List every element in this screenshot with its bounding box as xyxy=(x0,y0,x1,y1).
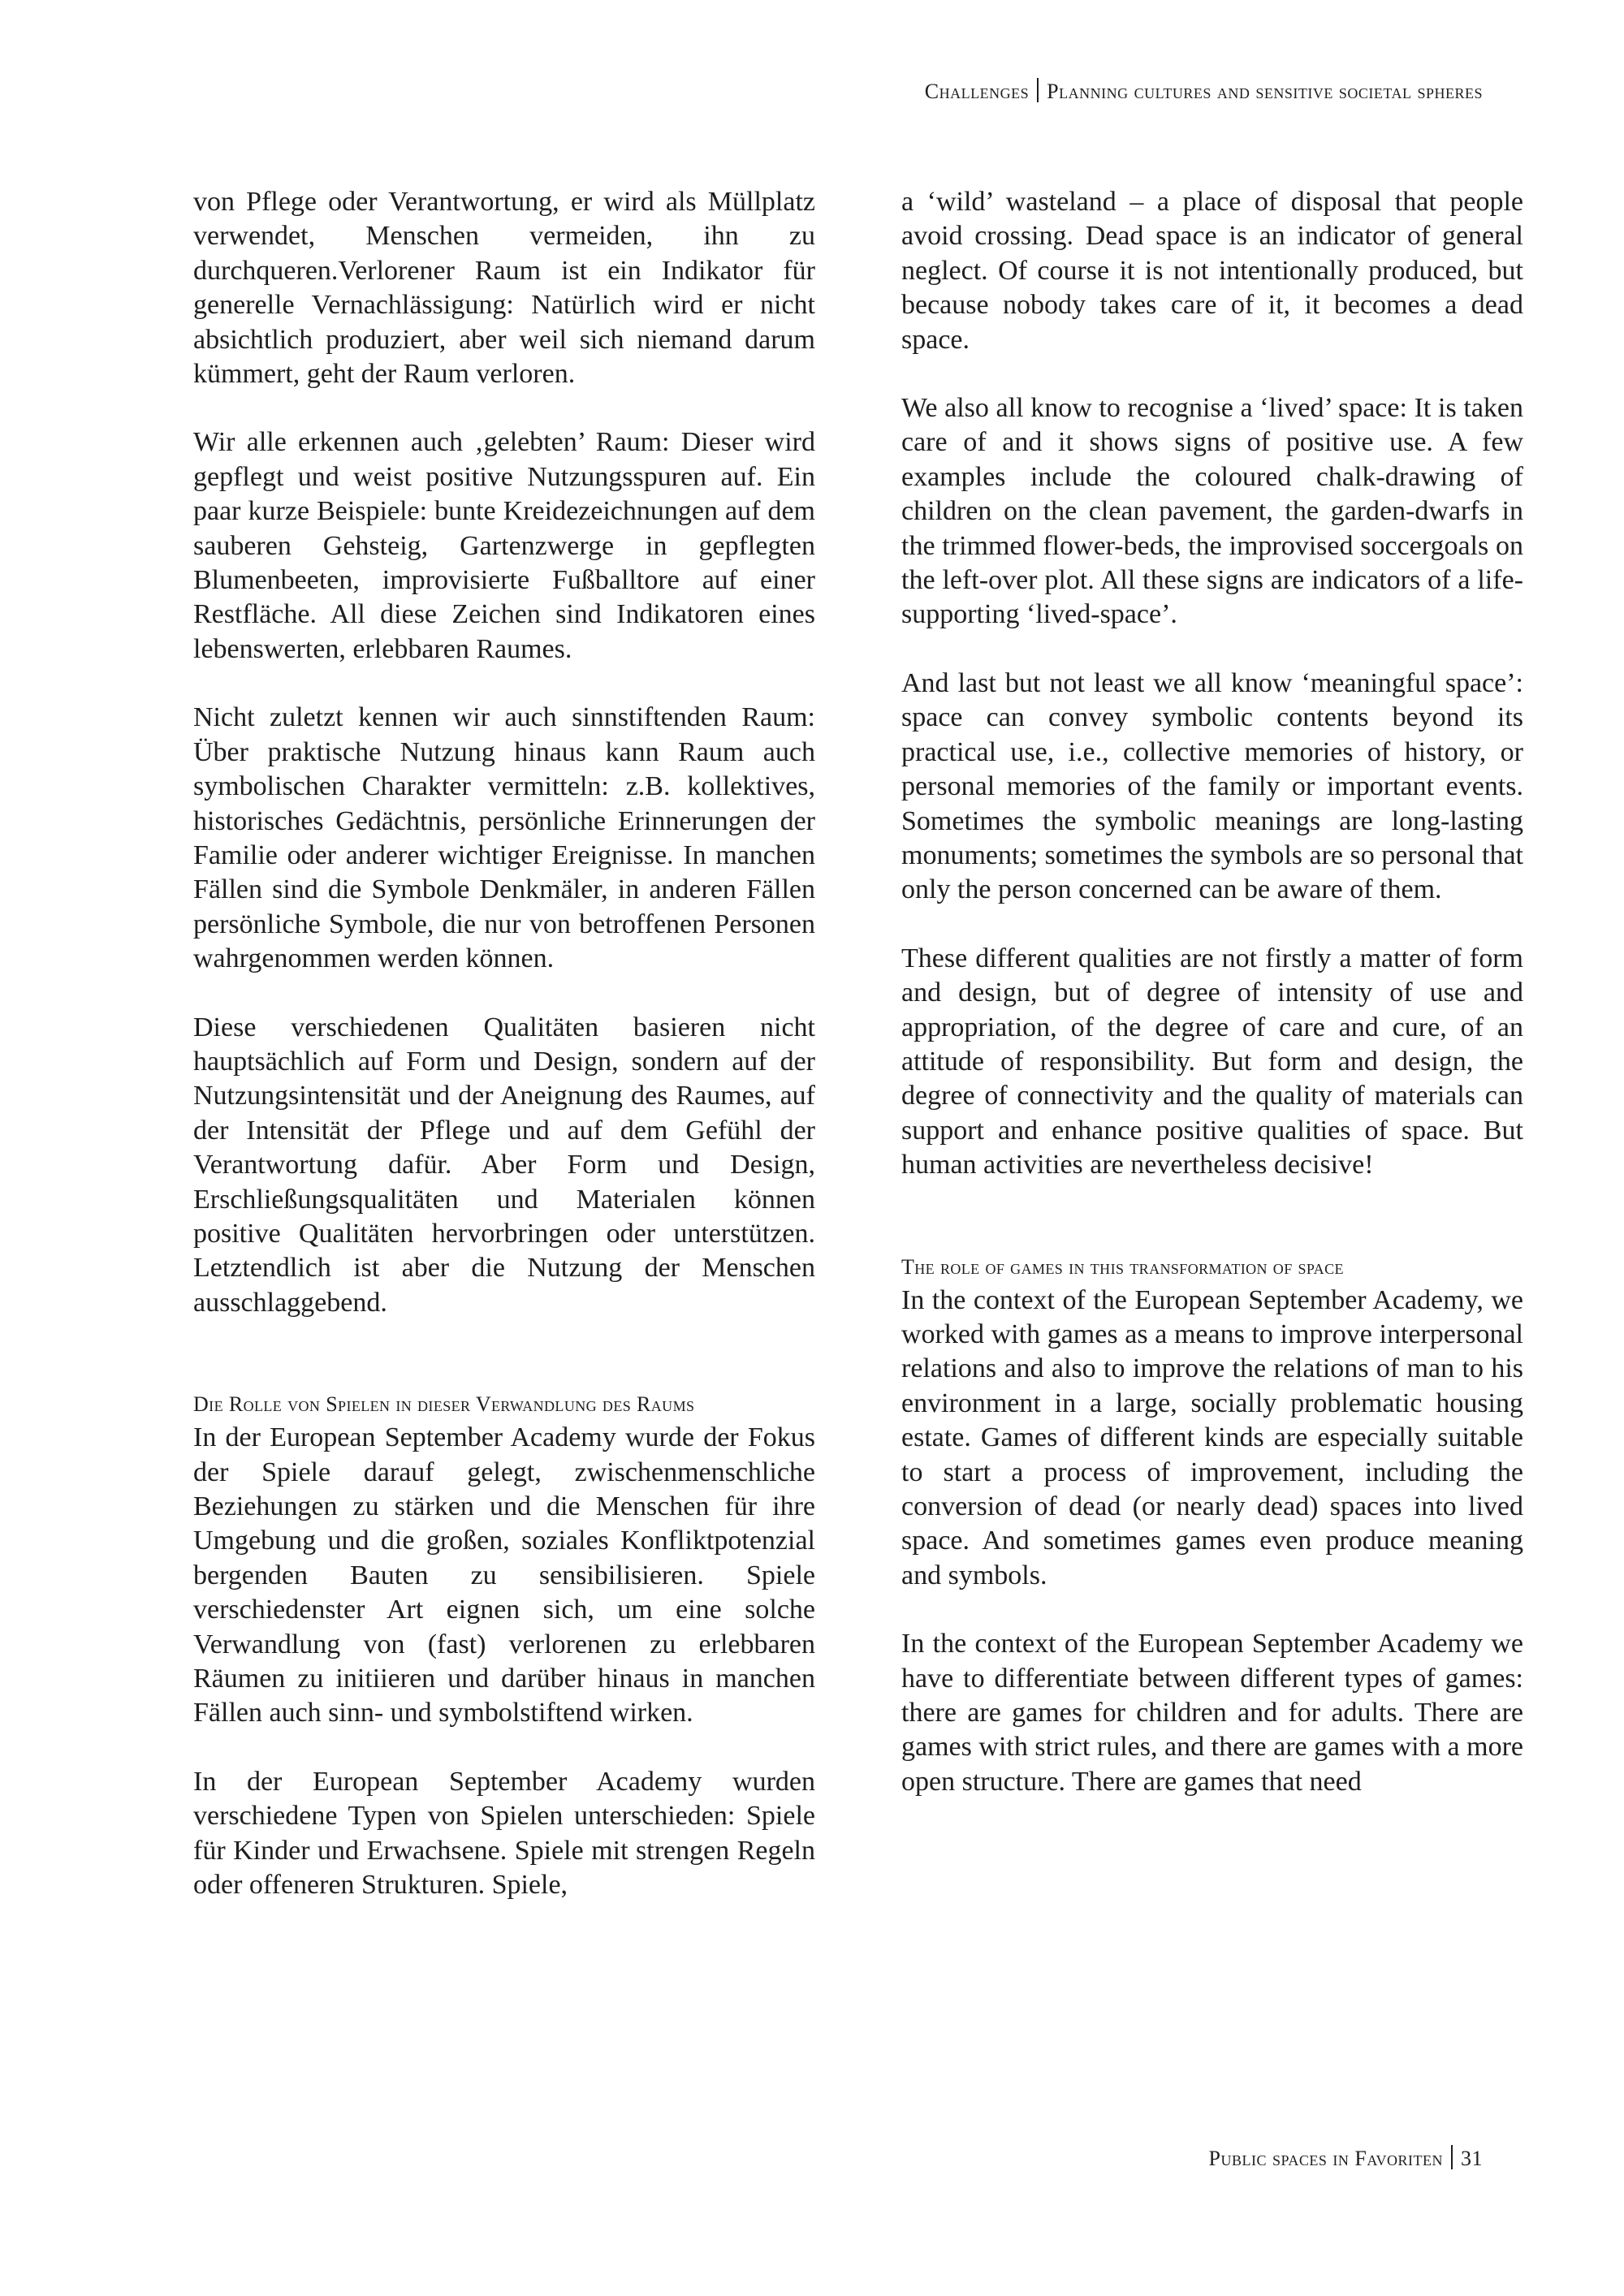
right-paragraph-2: We also all know to recognise a ‘lived’ space: It is taken care of and it shows signs of positive use. A few examples include the coloured chalk-drawing of children on the clean pavement, the garden-dwarfs in the trimmed flower-beds, the improvised soccergoals on the left-over plot. All these signs are indicators of a life-supporting ‘lived-space’. xyxy=(901,393,1523,630)
right-paragraph-1: a ‘wild’ wasteland – a place of disposal that people avoid crossing. Dead space is an indicator of general neglect. Of course it is not intentionally produced, but because nobody takes care of it, it becomes a dead space. xyxy=(901,187,1523,355)
left-paragraph-2: Wir alle erkennen auch ‚gelebten’ Raum: Dieser wird gepflegt und weist positive Nutzungsspuren auf. Ein paar kurze Beispiele: bunte Kreidezeichnungen auf dem sauberen Gehsteig, Gartenzwerge in gepflegten Blumenbeeten, improvisierte Fußballtore auf einer Restfläche. All diese Zeichen sind Indikatoren eines lebenswerten, erlebbaren Raumes. xyxy=(193,427,815,664)
right-paragraph-4: These different qualities are not firstly a matter of form and design, but of degree of intensity of use and appropriation, of the degree of care and cure, of an attitude of responsibility. But form and design, the degree of connectivity and the quality of materials can support and enhance positive qualities of space. But human activities are nevertheless decisive! xyxy=(901,943,1523,1180)
header-title: Planning cultures and sensitive societal spheres xyxy=(1047,80,1483,103)
right-paragraph-5: In the context of the European September Academy, we worked with games as a means to improve interpersonal relations and also to improve the relations of man to his environment in a large, socially problematic housing estate. Games of different kinds are especially suitable to start a process of improvement, including the conversion of dead (or nearly dead) spaces into lived space. And sometimes games even produce meaning and symbols. xyxy=(901,1284,1523,1590)
running-header xyxy=(925,78,1483,104)
right-paragraph-3: And last but not least we all know ‘meaningful space’: space can convey symbolic contents beyond its practical use, i.e., collective memories of history, or personal memories of the family or important events. Sometimes the symbolic meanings are long-lasting monuments; sometimes the symbols are so personal that only the person concerned can be aware of them. xyxy=(901,667,1523,905)
right-paragraph-6: In the context of the European September Academy we have to differentiate between different types of games: there are games for children and for adults. There are games with strict rules, and there are games with a more open structure. There are games that need xyxy=(901,1629,1523,1797)
left-column xyxy=(193,185,815,1936)
header-separator xyxy=(1037,78,1039,102)
footer-separator xyxy=(1451,2145,1453,2169)
header-section: Challenges xyxy=(924,80,1030,103)
right-section-heading: The role of games in this transformation of space xyxy=(901,1254,1344,1279)
left-section-heading: Die Rolle von Spielen in dieser Verwandlung des Raums xyxy=(193,1392,695,1417)
left-paragraph-1: von Pflege oder Verantwortung, er wird als Müllplatz verwendet, Menschen vermeiden, ihn zu durchqueren.Verlorener Raum ist ein Indikator für generelle Vernachlässigung: Natürlich wird er nicht absichtlich produziert, aber weil sich niemand darum kümmert, geht der Raum verloren. xyxy=(193,187,815,390)
footer-title: Public spaces in Favoriten xyxy=(1208,2147,1443,2170)
page-number: 31 xyxy=(1461,2147,1483,2170)
left-paragraph-5: In der European September Academy wurde der Fokus der Spiele darauf gelegt, zwischenmenschliche Beziehungen zu stärken und die Menschen für ihre Umgebung und die großen, soziales Konfliktpotenzial bergenden Bauten zu sensibilisieren. Spiele verschiedenster Art eignen sich, um eine solche Verwandlung von (fast) verlorenen zu erlebbaren Räumen zu initiieren und darüber hinaus in manchen Fällen auch sinn- und symbolstiftend wirken. xyxy=(193,1422,815,1728)
right-column xyxy=(901,185,1523,1833)
left-paragraph-3: Nicht zuletzt kennen wir auch sinnstiftenden Raum: Über praktische Nutzung hinaus kann Raum auch symbolischen Charakter vermitteln: z.B. kollektives, historisches Gedächtnis, persönliche Erinnerungen der Familie oder anderer wichtiger Ereignisse. In manchen Fällen sind die Symbole Denkmäler, in anderen Fällen persönliche Symbole, die nur von betroffenen Personen wahrgenommen werden können. xyxy=(193,702,815,974)
left-paragraph-4: Diese verschiedenen Qualitäten basieren nicht hauptsächlich auf Form und Design, sondern auf der Nutzungsintensität und der Aneignung des Raumes, auf der Intensität der Pflege und auf dem Gefühl der Verantwortung dafür. Aber Form und Design, Erschließungsqualitäten und Materialen können positive Qualitäten hervorbringen oder unterstützen. Letztendlich ist aber die Nutzung der Menschen ausschlaggebend. xyxy=(193,1012,815,1318)
running-footer xyxy=(1209,2145,1483,2171)
left-paragraph-6: In der European September Academy wurden verschiedene Typen von Spielen unterschieden: Spiele für Kinder und Erwachsene. Spiele mit strengen Regeln oder offeneren Strukturen. Spiele, xyxy=(193,1766,815,1901)
